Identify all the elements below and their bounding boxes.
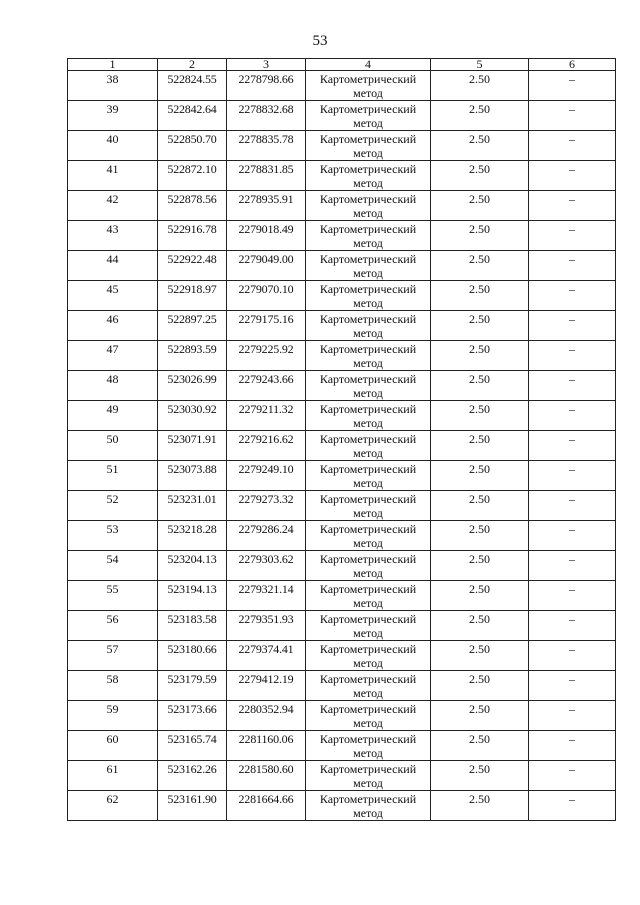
point-number-cell: 46 (68, 311, 158, 341)
method-cell: Картометрический метод (306, 641, 431, 671)
y-coordinate-cell: 2279351.93 (227, 611, 306, 641)
table-row (68, 791, 616, 821)
point-number-cell: 39 (68, 101, 158, 131)
table-row (68, 461, 616, 491)
y-coordinate-cell: 2279216.62 (227, 431, 306, 461)
accuracy-cell: 2.50 (431, 671, 529, 701)
method-cell: Картометрический метод (306, 521, 431, 551)
note-cell: – (529, 281, 616, 311)
header-cell: 3 (227, 59, 306, 71)
y-coordinate-cell: 2279249.10 (227, 461, 306, 491)
point-number-cell: 50 (68, 431, 158, 461)
x-coordinate-cell: 522922.48 (158, 251, 227, 281)
method-cell: Картометрический метод (306, 671, 431, 701)
note-cell: – (529, 341, 616, 371)
accuracy-cell: 2.50 (431, 101, 529, 131)
y-coordinate-cell: 2280352.94 (227, 701, 306, 731)
y-coordinate-cell: 2278832.68 (227, 101, 306, 131)
table-row (68, 431, 616, 461)
point-number-cell: 57 (68, 641, 158, 671)
note-cell: – (529, 641, 616, 671)
table-row (68, 731, 616, 761)
note-cell: – (529, 701, 616, 731)
y-coordinate-cell: 2279175.16 (227, 311, 306, 341)
table-row (68, 71, 616, 101)
x-coordinate-cell: 523194.13 (158, 581, 227, 611)
note-cell: – (529, 461, 616, 491)
accuracy-cell: 2.50 (431, 221, 529, 251)
point-number-cell: 55 (68, 581, 158, 611)
point-number-cell: 56 (68, 611, 158, 641)
table-row (68, 161, 616, 191)
note-cell: – (529, 161, 616, 191)
method-cell: Картометрический метод (306, 551, 431, 581)
method-cell: Картометрический метод (306, 581, 431, 611)
accuracy-cell: 2.50 (431, 191, 529, 221)
accuracy-cell: 2.50 (431, 551, 529, 581)
accuracy-cell: 2.50 (431, 131, 529, 161)
accuracy-cell: 2.50 (431, 521, 529, 551)
method-cell: Картометрический метод (306, 611, 431, 641)
point-number-cell: 58 (68, 671, 158, 701)
note-cell: – (529, 221, 616, 251)
table-row (68, 221, 616, 251)
point-number-cell: 51 (68, 461, 158, 491)
x-coordinate-cell: 523161.90 (158, 791, 227, 821)
method-cell: Картометрический метод (306, 401, 431, 431)
y-coordinate-cell: 2279070.10 (227, 281, 306, 311)
accuracy-cell: 2.50 (431, 341, 529, 371)
note-cell: – (529, 431, 616, 461)
header-cell: 2 (158, 59, 227, 71)
note-cell: – (529, 311, 616, 341)
accuracy-cell: 2.50 (431, 641, 529, 671)
table-row (68, 671, 616, 701)
note-cell: – (529, 371, 616, 401)
x-coordinate-cell: 523180.66 (158, 641, 227, 671)
method-cell: Картометрический метод (306, 131, 431, 161)
method-cell: Картометрический метод (306, 251, 431, 281)
method-cell: Картометрический метод (306, 311, 431, 341)
point-number-cell: 61 (68, 761, 158, 791)
method-cell: Картометрический метод (306, 341, 431, 371)
note-cell: – (529, 131, 616, 161)
note-cell: – (529, 731, 616, 761)
method-cell: Картометрический метод (306, 371, 431, 401)
table-row (68, 701, 616, 731)
x-coordinate-cell: 522897.25 (158, 311, 227, 341)
method-cell: Картометрический метод (306, 281, 431, 311)
table-row (68, 311, 616, 341)
note-cell: – (529, 491, 616, 521)
point-number-cell: 52 (68, 491, 158, 521)
point-number-cell: 60 (68, 731, 158, 761)
note-cell: – (529, 71, 616, 101)
accuracy-cell: 2.50 (431, 461, 529, 491)
y-coordinate-cell: 2278831.85 (227, 161, 306, 191)
y-coordinate-cell: 2279303.62 (227, 551, 306, 581)
point-number-cell: 45 (68, 281, 158, 311)
point-number-cell: 41 (68, 161, 158, 191)
note-cell: – (529, 581, 616, 611)
point-number-cell: 53 (68, 521, 158, 551)
header-cell: 4 (306, 59, 431, 71)
point-number-cell: 59 (68, 701, 158, 731)
x-coordinate-cell: 522916.78 (158, 221, 227, 251)
note-cell: – (529, 521, 616, 551)
y-coordinate-cell: 2279049.00 (227, 251, 306, 281)
table-row (68, 371, 616, 401)
x-coordinate-cell: 523231.01 (158, 491, 227, 521)
table-row (68, 341, 616, 371)
x-coordinate-cell: 523162.26 (158, 761, 227, 791)
method-cell: Картометрический метод (306, 791, 431, 821)
x-coordinate-cell: 522878.56 (158, 191, 227, 221)
point-number-cell: 49 (68, 401, 158, 431)
accuracy-cell: 2.50 (431, 731, 529, 761)
accuracy-cell: 2.50 (431, 791, 529, 821)
accuracy-cell: 2.50 (431, 701, 529, 731)
accuracy-cell: 2.50 (431, 311, 529, 341)
note-cell: – (529, 101, 616, 131)
x-coordinate-cell: 523071.91 (158, 431, 227, 461)
coordinates-table (67, 58, 616, 821)
y-coordinate-cell: 2278835.78 (227, 131, 306, 161)
table-header (68, 59, 616, 71)
x-coordinate-cell: 522893.59 (158, 341, 227, 371)
y-coordinate-cell: 2279412.19 (227, 671, 306, 701)
x-coordinate-cell: 523218.28 (158, 521, 227, 551)
y-coordinate-cell: 2279018.49 (227, 221, 306, 251)
accuracy-cell: 2.50 (431, 431, 529, 461)
method-cell: Картометрический метод (306, 161, 431, 191)
y-coordinate-cell: 2278798.66 (227, 71, 306, 101)
table-row (68, 641, 616, 671)
y-coordinate-cell: 2279321.14 (227, 581, 306, 611)
note-cell: – (529, 551, 616, 581)
y-coordinate-cell: 2279211.32 (227, 401, 306, 431)
table-row (68, 101, 616, 131)
x-coordinate-cell: 523204.13 (158, 551, 227, 581)
x-coordinate-cell: 522918.97 (158, 281, 227, 311)
table-row (68, 131, 616, 161)
y-coordinate-cell: 2281664.66 (227, 791, 306, 821)
point-number-cell: 54 (68, 551, 158, 581)
method-cell: Картометрический метод (306, 461, 431, 491)
y-coordinate-cell: 2281160.06 (227, 731, 306, 761)
accuracy-cell: 2.50 (431, 281, 529, 311)
accuracy-cell: 2.50 (431, 71, 529, 101)
point-number-cell: 43 (68, 221, 158, 251)
x-coordinate-cell: 522850.70 (158, 131, 227, 161)
x-coordinate-cell: 523179.59 (158, 671, 227, 701)
accuracy-cell: 2.50 (431, 161, 529, 191)
accuracy-cell: 2.50 (431, 581, 529, 611)
table-row (68, 401, 616, 431)
x-coordinate-cell: 523030.92 (158, 401, 227, 431)
accuracy-cell: 2.50 (431, 401, 529, 431)
point-number-cell: 42 (68, 191, 158, 221)
header-cell: 6 (529, 59, 616, 71)
table-body (68, 71, 616, 821)
y-coordinate-cell: 2279374.41 (227, 641, 306, 671)
method-cell: Картометрический метод (306, 731, 431, 761)
page-number: 53 (312, 33, 328, 49)
table-row (68, 581, 616, 611)
x-coordinate-cell: 523073.88 (158, 461, 227, 491)
point-number-cell: 38 (68, 71, 158, 101)
accuracy-cell: 2.50 (431, 371, 529, 401)
table-row (68, 611, 616, 641)
table-row (68, 761, 616, 791)
note-cell: – (529, 671, 616, 701)
table-row (68, 251, 616, 281)
method-cell: Картометрический метод (306, 191, 431, 221)
y-coordinate-cell: 2278935.91 (227, 191, 306, 221)
x-coordinate-cell: 523026.99 (158, 371, 227, 401)
header-row (68, 59, 616, 71)
note-cell: – (529, 761, 616, 791)
header-cell: 5 (431, 59, 529, 71)
x-coordinate-cell: 523165.74 (158, 731, 227, 761)
table-row (68, 491, 616, 521)
method-cell: Картометрический метод (306, 101, 431, 131)
method-cell: Картометрический метод (306, 491, 431, 521)
x-coordinate-cell: 523183.58 (158, 611, 227, 641)
table-row (68, 191, 616, 221)
note-cell: – (529, 611, 616, 641)
x-coordinate-cell: 522842.64 (158, 101, 227, 131)
table-row (68, 281, 616, 311)
x-coordinate-cell: 523173.66 (158, 701, 227, 731)
method-cell: Картометрический метод (306, 221, 431, 251)
header-cell: 1 (68, 59, 158, 71)
method-cell: Картометрический метод (306, 71, 431, 101)
note-cell: – (529, 191, 616, 221)
note-cell: – (529, 251, 616, 281)
accuracy-cell: 2.50 (431, 491, 529, 521)
y-coordinate-cell: 2279286.24 (227, 521, 306, 551)
accuracy-cell: 2.50 (431, 611, 529, 641)
accuracy-cell: 2.50 (431, 761, 529, 791)
point-number-cell: 62 (68, 791, 158, 821)
table-row (68, 521, 616, 551)
method-cell: Картометрический метод (306, 761, 431, 791)
point-number-cell: 48 (68, 371, 158, 401)
method-cell: Картометрический метод (306, 431, 431, 461)
accuracy-cell: 2.50 (431, 251, 529, 281)
note-cell: – (529, 791, 616, 821)
table-row (68, 551, 616, 581)
method-cell: Картометрический метод (306, 701, 431, 731)
y-coordinate-cell: 2281580.60 (227, 761, 306, 791)
y-coordinate-cell: 2279273.32 (227, 491, 306, 521)
point-number-cell: 44 (68, 251, 158, 281)
point-number-cell: 40 (68, 131, 158, 161)
y-coordinate-cell: 2279225.92 (227, 341, 306, 371)
y-coordinate-cell: 2279243.66 (227, 371, 306, 401)
point-number-cell: 47 (68, 341, 158, 371)
x-coordinate-cell: 522824.55 (158, 71, 227, 101)
note-cell: – (529, 401, 616, 431)
x-coordinate-cell: 522872.10 (158, 161, 227, 191)
